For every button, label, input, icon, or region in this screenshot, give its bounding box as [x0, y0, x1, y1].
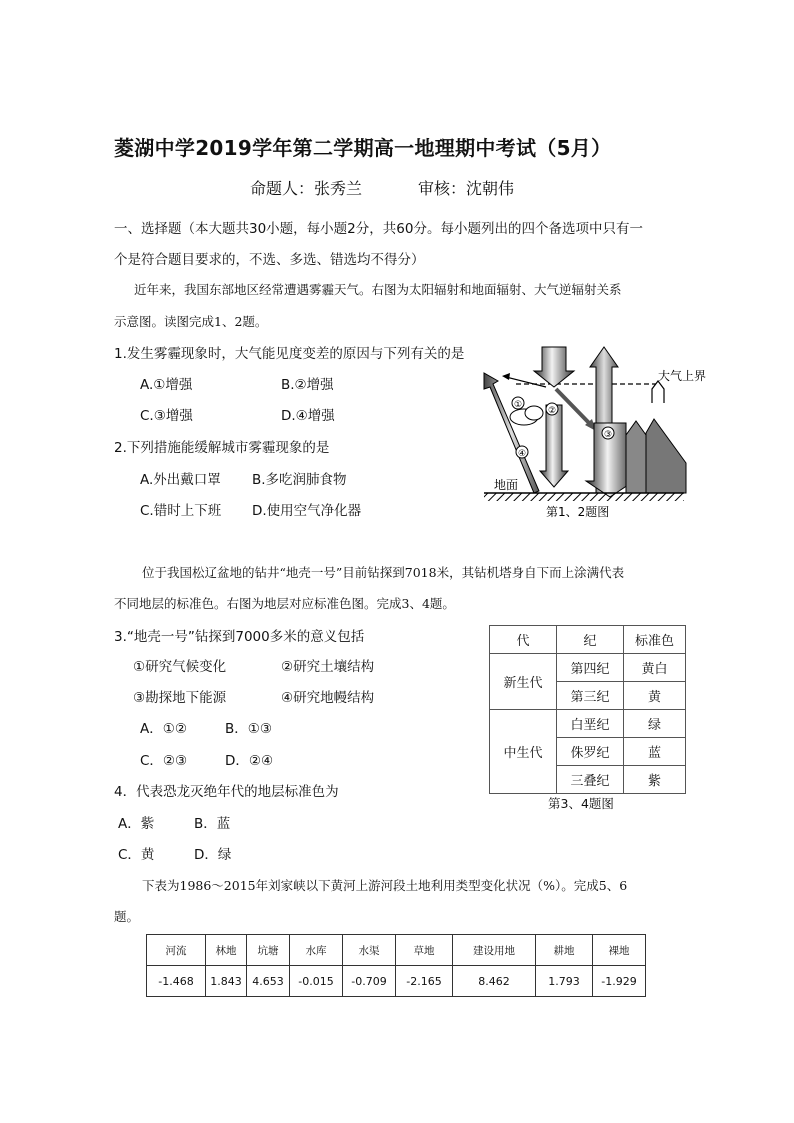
- header-cell: 河流: [147, 935, 206, 966]
- header-cell: 坑塘: [247, 935, 290, 966]
- q3-option-d: D．②④: [225, 753, 274, 769]
- q3-item-2: ②研究土壤结构: [281, 659, 375, 675]
- header-cell: 耕地: [536, 935, 593, 966]
- passage3-line2: 题。: [114, 909, 140, 924]
- q1-option-b: B.②增强: [281, 377, 334, 393]
- passage1-line1: 近年来，我国东部地区经常遭遇雾霾天气。右图为太阳辐射和地面辐射、大气逆辐射关系: [134, 282, 622, 297]
- q3-option-b: B．①③: [225, 721, 272, 737]
- value-cell: 1.793: [536, 966, 593, 997]
- header-cell: 裸地: [593, 935, 646, 966]
- marker-3-text: ③: [604, 430, 613, 440]
- passage2-line2: 不同地层的标准色。右图为地层对应标准色图。完成3、4题。: [114, 596, 455, 611]
- exam-authors: [250, 176, 514, 199]
- header-cell: 林地: [206, 935, 247, 966]
- q4-option-b: B．蓝: [194, 816, 231, 832]
- value-cell: -2.165: [396, 966, 453, 997]
- atmosphere-label: 大气上界: [658, 369, 707, 383]
- section-heading-line2: 个是符合题目要求的，不选、多选、错选均不得分）: [114, 252, 425, 268]
- marker-4-text: ④: [518, 449, 527, 459]
- section-heading-line1: 一、选择题（本大题共30小题，每小题2分，共60分。每小题列出的四个备选项中只有一: [114, 221, 643, 237]
- table-row: [147, 935, 646, 966]
- header-cell: 代: [490, 626, 557, 654]
- q3-item-4: ④研究地幔结构: [281, 690, 375, 706]
- q3-item-3: ③勘探地下能源: [133, 690, 227, 706]
- value-cell: -0.015: [290, 966, 343, 997]
- marker-2-text: ②: [548, 406, 557, 416]
- period-cell: 白垩纪: [557, 710, 624, 738]
- era-cell: 新生代: [490, 654, 557, 710]
- q3-stem: 3.“地壳一号”钻探到7000多米的意义包括: [114, 629, 365, 645]
- q3-item-1: ①研究气候变化: [133, 659, 227, 675]
- color-cell: 绿: [624, 710, 686, 738]
- q1-stem: 1.发生雾霾现象时，大气能见度变差的原因与下列有关的是: [114, 346, 465, 362]
- header-cell: 纪: [557, 626, 624, 654]
- value-cell: -1.468: [147, 966, 206, 997]
- header-cell: 建设用地: [453, 935, 536, 966]
- era-cell: 中生代: [490, 710, 557, 794]
- table-row: [490, 710, 686, 738]
- q2-option-a: A.外出戴口罩: [140, 472, 221, 488]
- q2-option-d: D.使用空气净化器: [252, 503, 362, 519]
- ground-radiation-left-arrow: [484, 373, 539, 493]
- passage3-line1: 下表为1986～2015年刘家峡以下黄河上游河段土地利用类型变化状况（%）。完成5、6: [142, 878, 628, 893]
- q4-option-d: D．绿: [194, 847, 232, 863]
- header-cell: 标准色: [624, 626, 686, 654]
- land-use-table: [146, 934, 646, 997]
- passage1-line2: 示意图。读图完成1、2题。: [114, 314, 268, 329]
- period-cell: 侏罗纪: [557, 738, 624, 766]
- reviewer-name: 审核：沈朝伟: [418, 179, 515, 198]
- q1-option-c: C.③增强: [140, 408, 193, 424]
- value-cell: 4.653: [247, 966, 290, 997]
- atmosphere-down-arrow: [540, 405, 568, 487]
- color-cell: 黄: [624, 682, 686, 710]
- q2-option-b: B.多吃润肺食物: [252, 472, 347, 488]
- q4-option-c: C．黄: [118, 847, 155, 863]
- marker-1-text: ①: [514, 400, 523, 410]
- period-cell: 第三纪: [557, 682, 624, 710]
- period-cell: 第四纪: [557, 654, 624, 682]
- q4-stem: 4．代表恐龙灭绝年代的地层标准色为: [114, 784, 339, 800]
- figure2-caption: 第3、4题图: [548, 796, 614, 811]
- header-cell: 水渠: [343, 935, 396, 966]
- q2-stem: 2.下列措施能缓解城市雾霾现象的是: [114, 440, 330, 456]
- passage2-line1: 位于我国松辽盆地的钻井“地壳一号”目前钻探到7018米，其钻机塔身自下而上涂满代表: [142, 565, 625, 580]
- ground-label: 地面: [494, 478, 519, 492]
- color-cell: 黄白: [624, 654, 686, 682]
- table-row: [490, 626, 686, 654]
- period-cell: 三叠纪: [557, 766, 624, 794]
- radiation-diagram: [476, 343, 716, 523]
- color-cell: 紫: [624, 766, 686, 794]
- ground-hatch: [484, 493, 684, 501]
- color-cell: 蓝: [624, 738, 686, 766]
- table-row: [147, 966, 646, 997]
- value-cell: 1.843: [206, 966, 247, 997]
- q4-option-a: A．紫: [118, 816, 155, 832]
- right-big-shape: [646, 419, 686, 493]
- value-cell: -1.929: [593, 966, 646, 997]
- q2-option-c: C.错时上下班: [140, 503, 222, 519]
- q1-option-d: D.④增强: [281, 408, 335, 424]
- strata-color-table: [489, 625, 686, 794]
- author-name: 命题人：张秀兰: [250, 179, 363, 198]
- value-cell: 8.462: [453, 966, 536, 997]
- exam-title: 菱湖中学2019学年第二学期高一地理期中考试（5月）: [114, 136, 612, 160]
- q3-option-a: A．①②: [140, 721, 187, 737]
- header-cell: 水库: [290, 935, 343, 966]
- value-cell: -0.709: [343, 966, 396, 997]
- table-row: [490, 654, 686, 682]
- header-cell: 草地: [396, 935, 453, 966]
- q3-option-c: C．②③: [140, 753, 188, 769]
- q1-option-a: A.①增强: [140, 377, 193, 393]
- right-small-arrow: [626, 421, 646, 493]
- figure1-caption: 第1、2题图: [546, 505, 610, 519]
- reflected-arrow-left: [506, 377, 546, 387]
- solar-radiation-arrow: [534, 347, 574, 387]
